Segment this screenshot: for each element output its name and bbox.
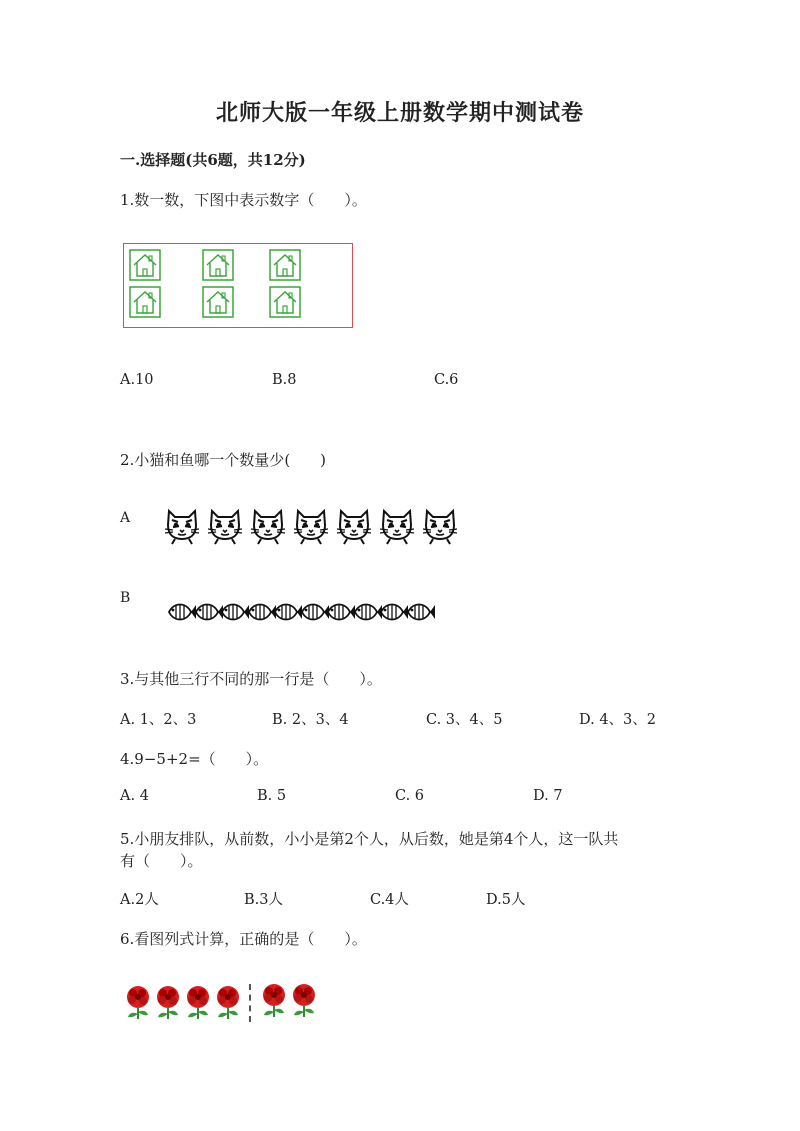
q4-option-a[interactable]: A. 4 <box>120 788 149 804</box>
flower-icon <box>153 984 183 1022</box>
q3-option-b[interactable]: B. 2、3、4 <box>272 712 349 728</box>
flower-icon <box>183 984 213 1022</box>
q5-option-d[interactable]: D.5人 <box>486 892 526 908</box>
q3-option-d[interactable]: D. 4、3、2 <box>579 712 657 728</box>
fish-icon <box>406 599 436 625</box>
fish-icon <box>326 599 356 625</box>
fish-icon <box>353 599 383 625</box>
cat-row <box>163 505 473 547</box>
q1-option-c[interactable]: C.6 <box>434 372 459 388</box>
q2-label-a[interactable]: A <box>120 510 131 526</box>
fish-icon <box>379 599 409 625</box>
fish-icon <box>220 599 250 625</box>
question-3-text: 3.与其他三行不同的那一行是（ ）。 <box>120 670 382 688</box>
flower-icon <box>259 982 289 1020</box>
fish-icon <box>247 599 277 625</box>
q3-option-c[interactable]: C. 3、4、5 <box>426 712 503 728</box>
cat-icon <box>249 505 287 545</box>
question-5-text-line1: 5.小朋友排队，从前数，小小是第2个人，从后数，她是第4个人，这一队共 <box>120 830 619 848</box>
flower-icon <box>123 984 153 1022</box>
flower-icon <box>289 982 319 1020</box>
cat-icon <box>378 505 416 545</box>
question-6-text: 6.看图列式计算，正确的是（ ）。 <box>120 930 367 948</box>
q4-option-d[interactable]: D. 7 <box>533 788 563 804</box>
house-picture-box <box>123 243 353 328</box>
q1-option-a[interactable]: A.10 <box>120 372 154 388</box>
q5-option-b[interactable]: B.3人 <box>244 892 283 908</box>
flower-icon <box>213 984 243 1022</box>
q4-option-c[interactable]: C. 6 <box>395 788 425 804</box>
section-heading: 一.选择题(共6题，共12分) <box>120 151 306 169</box>
fish-icon <box>194 599 224 625</box>
page-title: 北师大版一年级上册数学期中测试卷 <box>215 100 584 126</box>
fish-icon <box>167 599 197 625</box>
q2-label-b[interactable]: B <box>120 590 131 606</box>
fish-row <box>167 597 447 629</box>
house-icon <box>202 249 234 281</box>
q5-option-c[interactable]: C.4人 <box>370 892 409 908</box>
question-5-text-line2: 有（ ）。 <box>120 852 203 870</box>
cat-icon <box>421 505 459 545</box>
q4-option-b[interactable]: B. 5 <box>257 788 287 804</box>
fish-icon <box>273 599 303 625</box>
house-icon <box>129 249 161 281</box>
dashed-divider <box>249 984 251 1022</box>
house-icon <box>269 286 301 318</box>
house-icon <box>202 286 234 318</box>
question-1-text: 1.数一数，下图中表示数字（ ）。 <box>120 191 367 209</box>
fish-icon <box>300 599 330 625</box>
cat-icon <box>335 505 373 545</box>
cat-icon <box>292 505 330 545</box>
cat-icon <box>206 505 244 545</box>
house-icon <box>129 286 161 318</box>
question-2-text: 2.小猫和鱼哪一个数量少( ) <box>120 451 327 469</box>
q5-option-a[interactable]: A.2人 <box>120 892 159 908</box>
question-4-text: 4.9−5+2=（ ）。 <box>120 750 269 768</box>
house-icon <box>269 249 301 281</box>
q3-option-a[interactable]: A. 1、2、3 <box>120 712 197 728</box>
cat-icon <box>163 505 201 545</box>
flower-picture <box>123 982 328 1024</box>
q1-option-b[interactable]: B.8 <box>272 372 297 388</box>
